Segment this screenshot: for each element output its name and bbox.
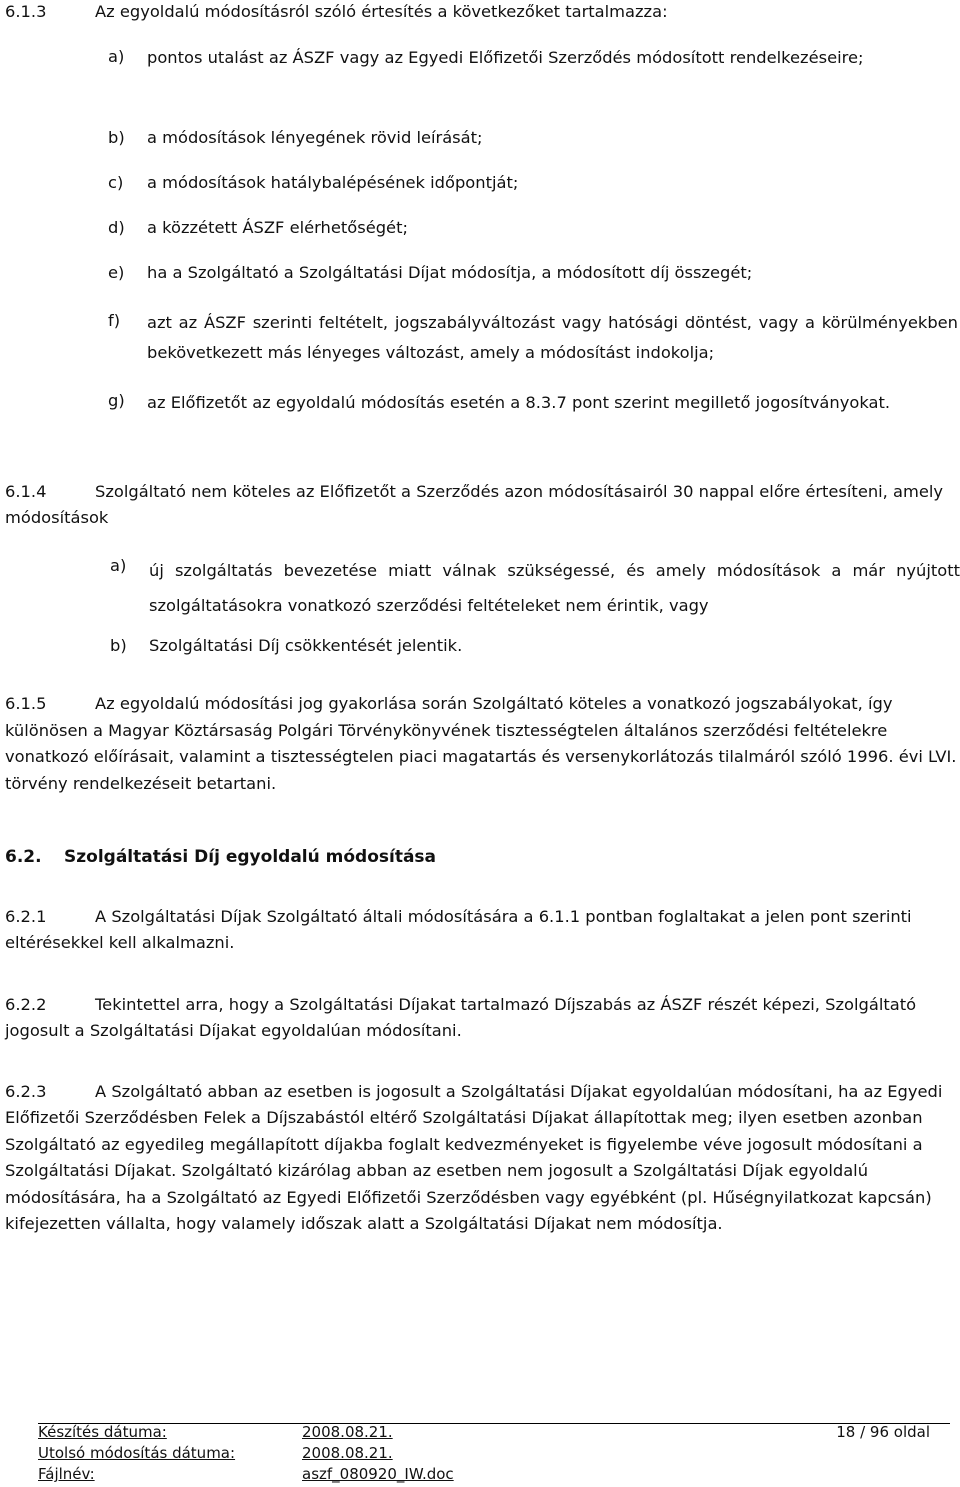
- list-text: azt az ÁSZF szerinti feltételt, jogszabályváltozást vagy hatósági döntést, vagy a körülményekben bekövetkezett más lényeges változást, amely a módosítást indokolja;: [147, 313, 958, 362]
- list-label: d): [108, 218, 125, 237]
- section-heading: [5, 847, 436, 867]
- list-text: az Előfizetőt az egyoldalú módosítás esetén a 8.3.7 pont szerint megillető jogosítványokat.: [147, 393, 891, 412]
- list-item-a: [110, 553, 960, 623]
- list-item-a: [108, 44, 958, 72]
- list-label: g): [108, 391, 125, 410]
- list-text: a módosítások lényegének rövid leírását;: [147, 128, 483, 147]
- list-text: új szolgáltatás bevezetése miatt válnak szükségessé, és amely módosítások a már nyújtott szolgáltatásokra vonatkozó szerződési feltételeket nem érintik, vagy: [149, 561, 960, 615]
- list-text: a módosítások hatálybalépésének időpontját;: [147, 173, 519, 192]
- file-label: Fájlnév:: [38, 1465, 95, 1483]
- paragraph-6-2-2: [5, 992, 960, 1044]
- created-label: Készítés dátuma:: [38, 1423, 167, 1441]
- list-label: b): [110, 636, 127, 655]
- section-number: 6.2.3: [5, 1082, 47, 1101]
- paragraph-6-1-5: [5, 691, 960, 797]
- paragraph-text: Szolgáltató nem köteles az Előfizetőt a Szerződés azon módosításairól 30 nappal előre értesíteni, amely módosítások: [5, 482, 944, 527]
- paragraph-6-1-3: [5, 0, 955, 25]
- list-item-c: [108, 170, 958, 196]
- section-number: 6.2.1: [5, 907, 47, 926]
- paragraph-text: Az egyoldalú módosítási jog gyakorlása során Szolgáltató köteles a vonatkozó jogszabályokat, így különösen a Magyar Köztársaság Polgári Törvénykönyvének tisztességtelen általános szerződési feltételekre vonatkozó előírásait, valamint a tisztességtelen piaci magatartás és versenykorlátozás tilalmáról szóló 1996. évi LVI. törvény rendelkezéseit betartani.: [5, 694, 957, 793]
- paragraph-text: Tekintettel arra, hogy a Szolgáltatási Díjakat tartalmazó Díjszabás az ÁSZF részét képezi, Szolgáltató jogosult a Szolgáltatási Díjakat egyoldalúan módosítani.: [5, 995, 917, 1040]
- paragraph-6-2-1: [5, 904, 960, 956]
- file-value: aszf_080920_IW.doc: [302, 1465, 454, 1483]
- paragraph-text: A Szolgáltató abban az esetben is jogosult a Szolgáltatási Díjakat egyoldalúan módosítani, ha az Egyedi Előfizetői Szerződésben Felek a Díjszabástól eltérő Szolgáltatási Díjakat állapítottak meg; ilyen esetben azonban Szolgáltató az egyedileg megállapított díjakba foglalt kedvezményeket is figyelembe véve jogosult módosítani a Szolgáltatási Díjakat. Szolgáltató kizárólag abban az esetben nem jogosult a Szolgáltatási Díjak egyoldalú módosítására, ha a Szolgáltató az Egyedi Előfizetői Szerződésben vagy egyébként (pl. Hűségnyilatkozat kapcsán) kifejezetten vállalta, hogy valamely időszak alatt a Szolgáltatási Díjakat nem módosítja.: [5, 1082, 943, 1234]
- footer-row-modified: [38, 1444, 950, 1463]
- list-text: a közzétett ÁSZF elérhetőségét;: [147, 218, 408, 237]
- modified-value: 2008.08.21.: [302, 1444, 393, 1462]
- section-number: 6.2.2: [5, 995, 47, 1014]
- heading-number: 6.2.: [5, 847, 42, 867]
- list-item-f: [108, 308, 958, 368]
- list-text: Szolgáltatási Díj csökkentését jelentik.: [149, 636, 463, 655]
- list-label: a): [108, 47, 125, 66]
- paragraph-6-1-4: [5, 479, 960, 531]
- list-item-d: [108, 215, 958, 241]
- section-number: 6.1.3: [5, 2, 47, 21]
- list-item-b: [108, 125, 958, 151]
- list-label: b): [108, 128, 125, 147]
- list-item-e: [108, 260, 958, 286]
- list-label: e): [108, 263, 125, 282]
- created-value: 2008.08.21.: [302, 1423, 393, 1441]
- section-number: 6.1.4: [5, 482, 47, 501]
- list-label: c): [108, 173, 124, 192]
- list-text: ha a Szolgáltató a Szolgáltatási Díjat módosítja, a módosított díj összegét;: [147, 263, 753, 282]
- paragraph-text: A Szolgáltatási Díjak Szolgáltató általi módosítására a 6.1.1 pontban foglaltakat a jelen pont szerinti eltérésekkel kell alkalmazni.: [5, 907, 912, 952]
- list-label: a): [110, 556, 127, 575]
- section-number: 6.1.5: [5, 694, 47, 713]
- page-counter: 18 / 96 oldal: [836, 1423, 930, 1441]
- list-label: f): [108, 311, 121, 330]
- paragraph-6-2-3: [5, 1079, 960, 1237]
- footer-row-created: [38, 1423, 950, 1442]
- modified-label: Utolsó módosítás dátuma:: [38, 1444, 236, 1462]
- footer-row-file: [38, 1465, 950, 1484]
- paragraph-intro: Az egyoldalú módosításról szóló értesítés a következőket tartalmazza:: [95, 2, 668, 21]
- list-text: pontos utalást az ÁSZF vagy az Egyedi Előfizetői Szerződés módosított rendelkezéseire;: [147, 48, 864, 67]
- list-item-g: [108, 388, 958, 418]
- heading-title: Szolgáltatási Díj egyoldalú módosítása: [64, 847, 437, 867]
- list-item-b: [110, 633, 960, 659]
